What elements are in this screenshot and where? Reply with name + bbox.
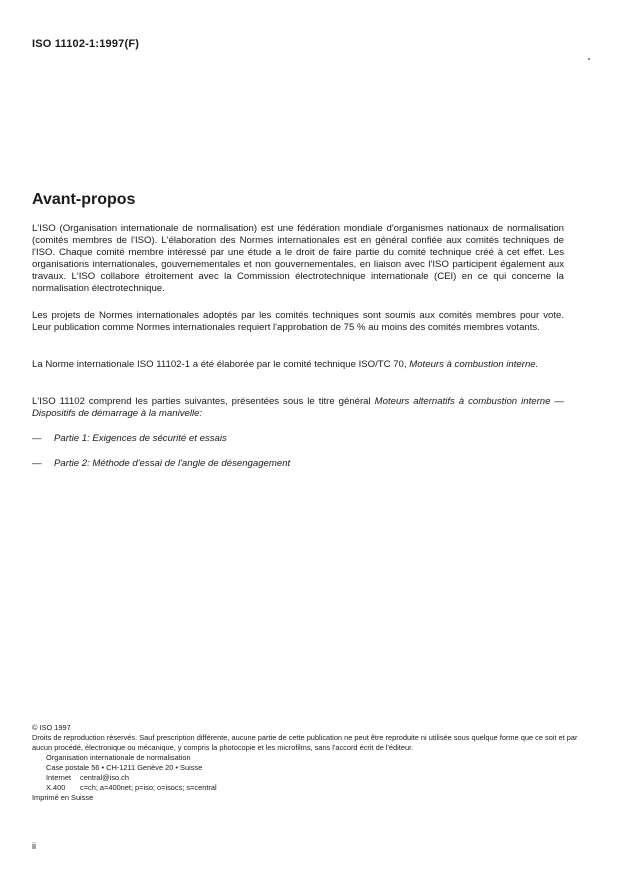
internet-address [32,773,592,783]
copyright-block [32,723,592,803]
document-id-header: ISO 11102-1:1997(F) [32,38,140,50]
copyright-symbol-line: © ISO 1997 [32,723,71,732]
list-item-label: Partie 2: Méthode d'essai de l'angle de désengagement [54,458,291,469]
paragraph-voting: Les projets de Normes internationales adoptés par les comités techniques sont soumis aux comités membres pour vote. Leur publication comme Normes internationales requiert l'approbation de 75 % au moins des comités membres votants. [32,310,564,333]
postal-address: Case postale 56 • CH-1211 Genève 20 • Suisse [46,763,203,772]
paragraph-parts-intro [32,396,564,420]
paragraph-iso-description: L'ISO (Organisation internationale de normalisation) est une fédération mondiale d'organismes nationaux de normalisation (comités membres de l'ISO). L'élaboration des Normes internationales est en général confiée aux comités techniques de l'ISO. Chaque comité membre intéressé par une étude a le droit de faire partie du comité technique créé à cet effet. Les organisations internationales, gouvernementales et non gouvernementales, en liaison avec l'ISO participent également aux travaux. L'ISO collabore étroitement avec la Commission électrotechnique internationale (CEI) en ce qui concerne la normalisation électrotechnique. [32,223,564,294]
list-item-label: Partie 1: Exigences de sécurité et essais [54,433,227,444]
page-mark [588,58,590,60]
paragraph-elaboration-italic: Moteurs à combustion interne. [409,359,539,370]
paragraph-parts-intro-text: L'ISO 11102 comprend les parties suivantes, présentées sous le titre général [32,396,371,407]
list-item [32,433,227,445]
paragraph-elaboration-text: La Norme internationale ISO 11102-1 a été élaborée par le comité technique ISO/TC 70, [32,359,407,370]
x400-value: c=ch; a=400net; p=iso; o=isocs; s=central [80,783,217,792]
x400-address [32,783,592,793]
list-dash: — [32,458,42,469]
list-dash: — [32,433,42,444]
copyright-rights: Droits de reproduction réservés. Sauf prescription différente, aucune partie de cette publication ne peut être reproduite ni utilisée sous quelque forme que ce soit et par aucun procédé, électronique ou mécanique, y compris la photocopie et les microfilms, sans l'accord écrit de l'éditeur. [32,733,578,752]
internet-value: central@iso.ch [80,773,129,782]
internet-label: Internet [46,773,72,782]
organization-name: Organisation internationale de normalisation [46,753,191,762]
section-title: Avant-propos [32,191,136,208]
list-item [32,458,290,470]
page-number: ii [32,841,36,851]
paragraph-elaboration [32,359,564,371]
x400-label: X.400 [46,783,66,792]
printed-in: Imprimé en Suisse [32,793,94,802]
paragraph-parts-intro-italic: Moteurs alternatifs à combustion interne — Dispositifs de démarrage à la manivelle: [32,396,564,419]
